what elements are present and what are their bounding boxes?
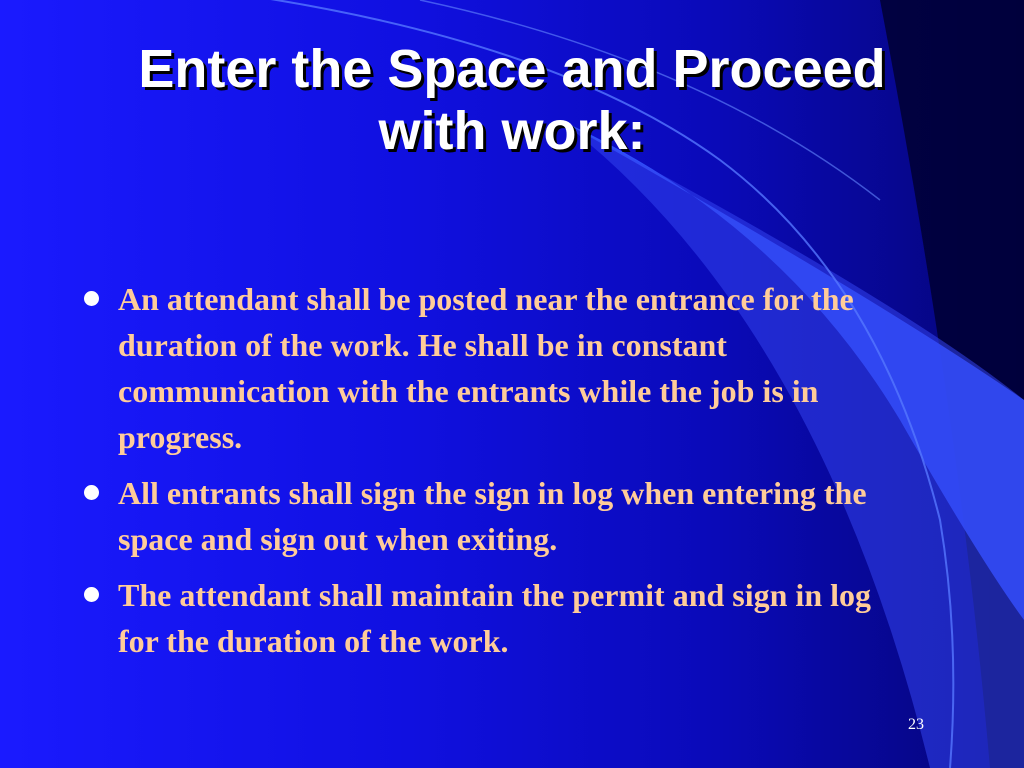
bullet-item [80,276,910,460]
bullet-item [80,572,910,664]
bullet-text: The attendant shall maintain the permit and sign in log for the duration of the work. [118,577,871,659]
bullet-text: All entrants shall sign the sign in log when entering the space and sign out when exiting. [118,475,867,557]
bullet-item [80,470,910,562]
bullet-list [80,276,910,674]
bullet-text: An attendant shall be posted near the entrance for the duration of the work. He shall be in constant communication with the entrants while the job is in progress. [118,281,854,455]
bullet-icon [84,485,99,500]
slide-title: Enter the Space and Proceed with work: [138,39,886,161]
page-number: 23 [908,716,924,733]
bullet-icon [84,291,99,306]
bullet-icon [84,587,99,602]
